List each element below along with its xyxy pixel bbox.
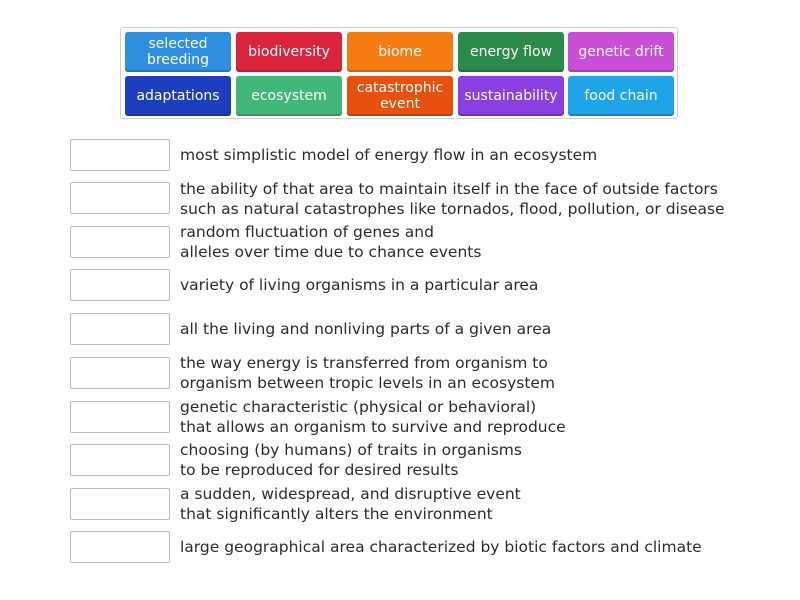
tile-adaptations[interactable] bbox=[125, 76, 231, 116]
drop-box[interactable] bbox=[70, 269, 170, 301]
definition-text bbox=[180, 275, 538, 295]
definition-line: variety of living organisms in a particular area bbox=[180, 276, 539, 294]
definition-line: large geographical area characterized by biotic factors and climate bbox=[180, 538, 702, 556]
tile-label: biodiversity bbox=[248, 44, 330, 60]
definition-line: alleles over time due to chance events bbox=[180, 243, 482, 261]
definition-line: organism between tropic levels in an ecosystem bbox=[180, 374, 556, 392]
definition-line: the way energy is transferred from organism to bbox=[180, 354, 548, 372]
match-row bbox=[0, 313, 800, 353]
definition-line: genetic characteristic (physical or behavioral) bbox=[180, 398, 537, 416]
tile-genetic-drift[interactable] bbox=[568, 32, 674, 72]
definition-text bbox=[180, 537, 702, 557]
tile-catastrophic-event[interactable] bbox=[347, 76, 453, 116]
definition-text bbox=[180, 319, 551, 339]
definition-line: a sudden, widespread, and disruptive event bbox=[180, 485, 521, 503]
tile-selected-breeding[interactable] bbox=[125, 32, 231, 72]
tile-sustainability[interactable] bbox=[458, 76, 564, 116]
match-row bbox=[0, 139, 800, 179]
tile-ecosystem[interactable] bbox=[236, 76, 342, 116]
definition-line: that significantly alters the environment bbox=[180, 505, 493, 523]
word-bank bbox=[120, 27, 678, 119]
tile-biome[interactable] bbox=[347, 32, 453, 72]
drop-box[interactable] bbox=[70, 401, 170, 433]
definition-line: most simplistic model of energy flow in an ecosystem bbox=[180, 146, 598, 164]
match-row bbox=[0, 441, 800, 484]
definition-line: the ability of that area to maintain itself in the face of outside factors bbox=[180, 180, 718, 198]
drop-box[interactable] bbox=[70, 488, 170, 520]
match-row bbox=[0, 485, 800, 528]
drop-box[interactable] bbox=[70, 226, 170, 258]
tile-label: adaptations bbox=[136, 88, 220, 104]
definition-line: to be reproduced for desired results bbox=[180, 461, 459, 479]
tile-label: biome bbox=[378, 44, 422, 60]
definition-text bbox=[180, 484, 521, 524]
tile-label: ecosystem bbox=[251, 88, 327, 104]
tile-biodiversity[interactable] bbox=[236, 32, 342, 72]
drop-box[interactable] bbox=[70, 444, 170, 476]
definition-text bbox=[180, 145, 597, 165]
match-row bbox=[0, 269, 800, 309]
drop-box[interactable] bbox=[70, 182, 170, 214]
definition-line: choosing (by humans) of traits in organisms bbox=[180, 441, 522, 459]
tile-label: food chain bbox=[584, 88, 658, 104]
tile-label: genetic drift bbox=[578, 44, 664, 60]
tile-label: catastrophic event bbox=[356, 80, 444, 112]
drop-box[interactable] bbox=[70, 531, 170, 563]
tile-label: sustainability bbox=[464, 88, 558, 104]
tile-energy-flow[interactable] bbox=[458, 32, 564, 72]
definition-line: that allows an organism to survive and reproduce bbox=[180, 418, 566, 436]
tile-food-chain[interactable] bbox=[568, 76, 674, 116]
definition-text bbox=[180, 179, 725, 219]
drop-box[interactable] bbox=[70, 357, 170, 389]
drop-box[interactable] bbox=[70, 139, 170, 171]
definition-text bbox=[180, 397, 566, 437]
definition-text bbox=[180, 440, 522, 480]
match-row bbox=[0, 223, 800, 266]
match-row bbox=[0, 354, 800, 397]
match-row bbox=[0, 398, 800, 441]
tile-label: energy flow bbox=[469, 44, 553, 60]
drop-box[interactable] bbox=[70, 313, 170, 345]
definition-line: random fluctuation of genes and bbox=[180, 223, 434, 241]
definition-text bbox=[180, 353, 555, 393]
definition-text bbox=[180, 222, 481, 262]
match-row bbox=[0, 182, 800, 222]
match-row bbox=[0, 531, 800, 571]
definition-line: all the living and nonliving parts of a given area bbox=[180, 320, 552, 338]
tile-label: selected breeding bbox=[146, 36, 210, 68]
definition-line: such as natural catastrophes like tornados, flood, pollution, or disease bbox=[180, 200, 725, 218]
